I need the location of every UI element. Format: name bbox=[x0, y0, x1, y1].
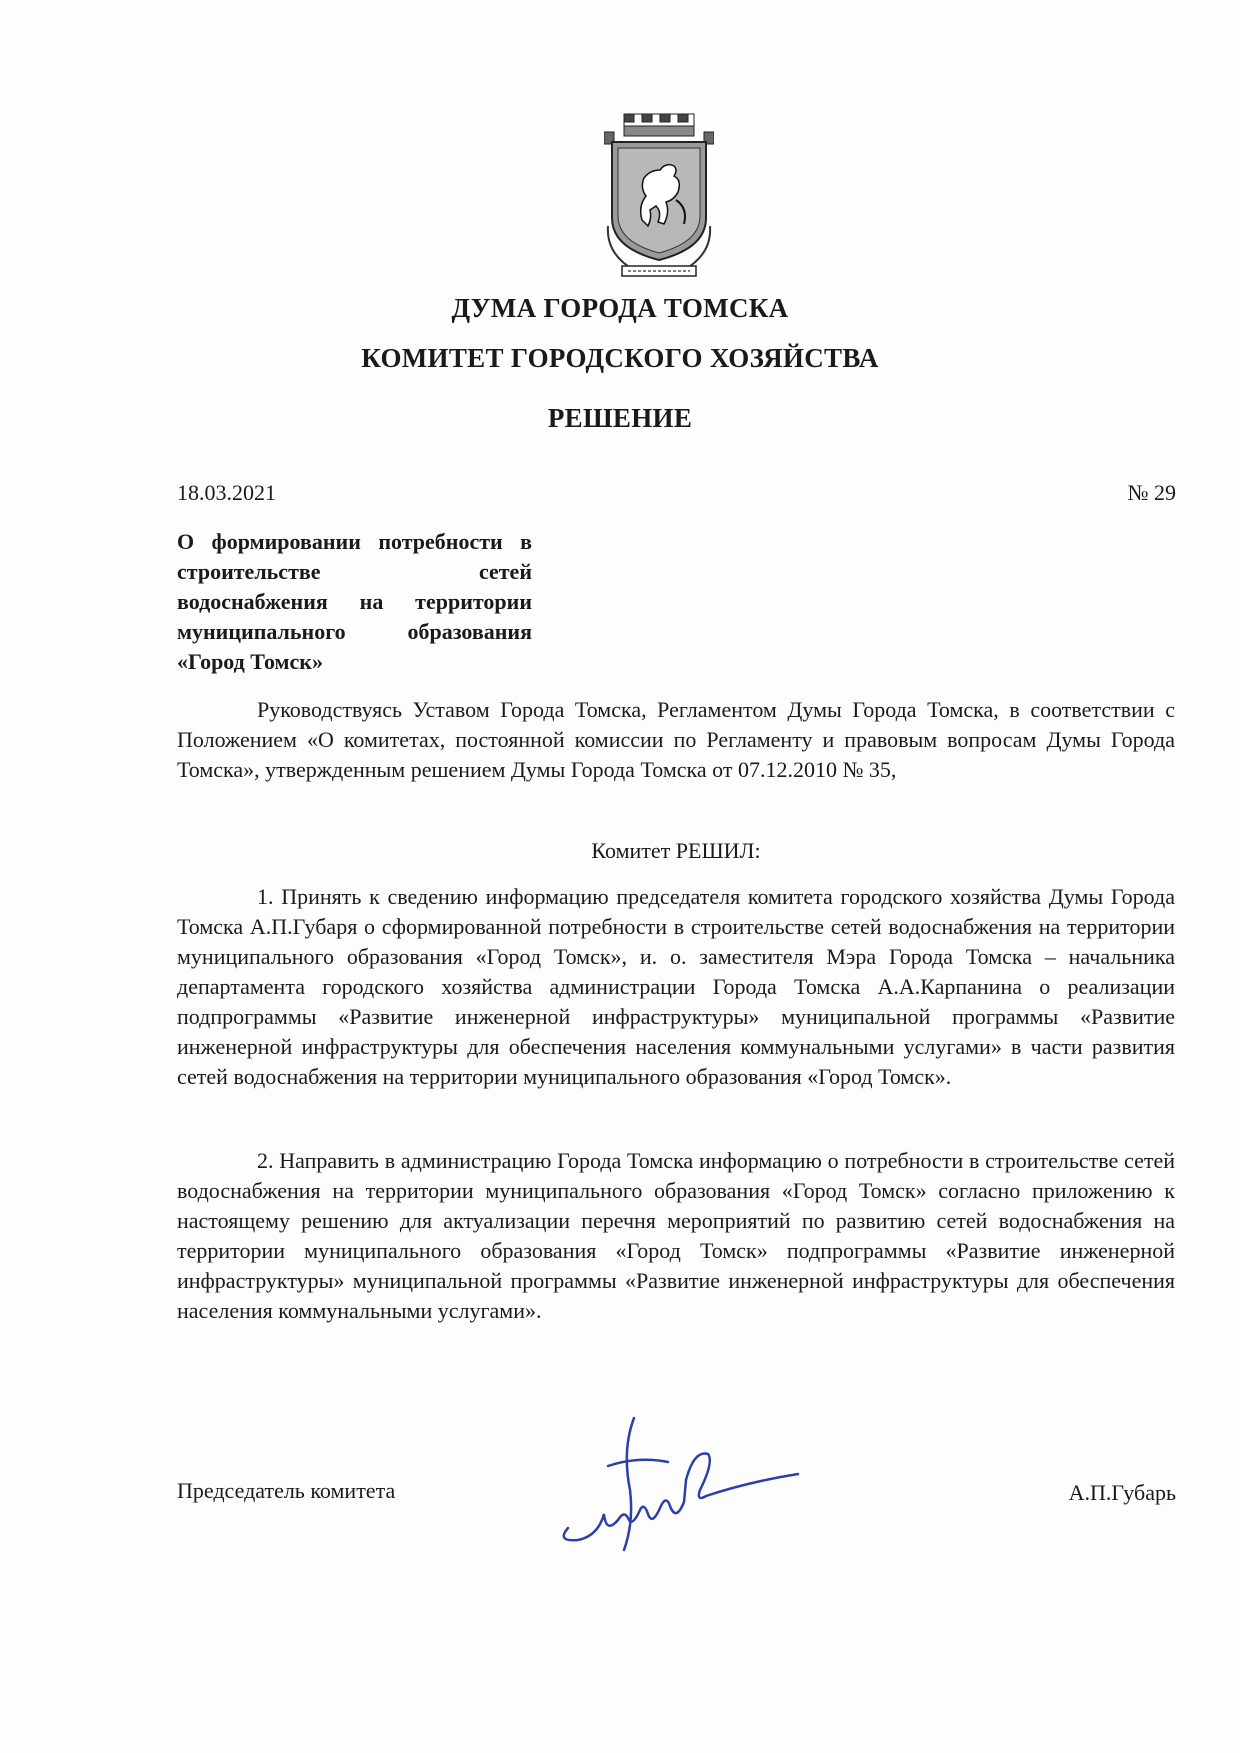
tomsk-coat-of-arms-icon bbox=[604, 108, 714, 280]
committee-title: КОМИТЕТ ГОРОДСКОГО ХОЗЯЙСТВА bbox=[361, 343, 879, 373]
duma-title: ДУМА ГОРОДА ТОМСКА bbox=[451, 293, 789, 323]
document-type: РЕШЕНИЕ bbox=[547, 403, 693, 433]
signatory-role: Председатель комитета bbox=[177, 1478, 396, 1503]
decision-date: 18.03.2021 bbox=[177, 480, 276, 505]
signatory-name: А.П.Губарь bbox=[1068, 1480, 1176, 1505]
resolved-heading: Комитет РЕШИЛ: bbox=[591, 838, 761, 863]
resolution-item-2: 2. Направить в администрацию Города Томска информацию о потребности в строительстве сетей водоснабжения на территории муниципального образования «Город Томск» согласно приложению к настоящему решению для актуализации перечня мероприятий по развитию сетей водоснабжения на территории муниципального образования «Город Томск» подпрограммы «Развитие инженерной инфраструктуры» муниципальной программы «Развитие инженерной инфраструктуры для обеспечения населения коммунальными услугами». bbox=[177, 1148, 1175, 1323]
preamble-paragraph: Руководствуясь Уставом Города Томска, Регламентом Думы Города Томска, в соответствии с Положением «О комитетах, постоянной комиссии по Регламенту и правовым вопросам Думы Города Томска», утвержденным решением Думы Города Томска от 07.12.2010 № 35, bbox=[177, 697, 1175, 782]
handwritten-signature bbox=[548, 1410, 808, 1560]
resolution-item-1: 1. Принять к сведению информацию председателя комитета городского хозяйства Думы Города Томска А.П.Губаря о сформированной потребности в строительстве сетей водоснабжения на территории муниципального образования «Город Томск», и. о. заместителя Мэра Города Томска – начальника департамента городского хозяйства администрации Города Томска А.А.Карпанина о реализации подпрограммы «Развитие инженерной инфраструктуры» муниципальной программы «Развитие инженерной инфраструктуры для обеспечения населения коммунальными услугами» в части развития сетей водоснабжения на территории муниципального образования «Город Томск». bbox=[177, 884, 1175, 1089]
decision-number: № 29 bbox=[1127, 480, 1176, 505]
decision-subject: О формировании потребности в строительстве сетей водоснабжения на территории муниципального образования «Город Томск» bbox=[177, 529, 532, 674]
